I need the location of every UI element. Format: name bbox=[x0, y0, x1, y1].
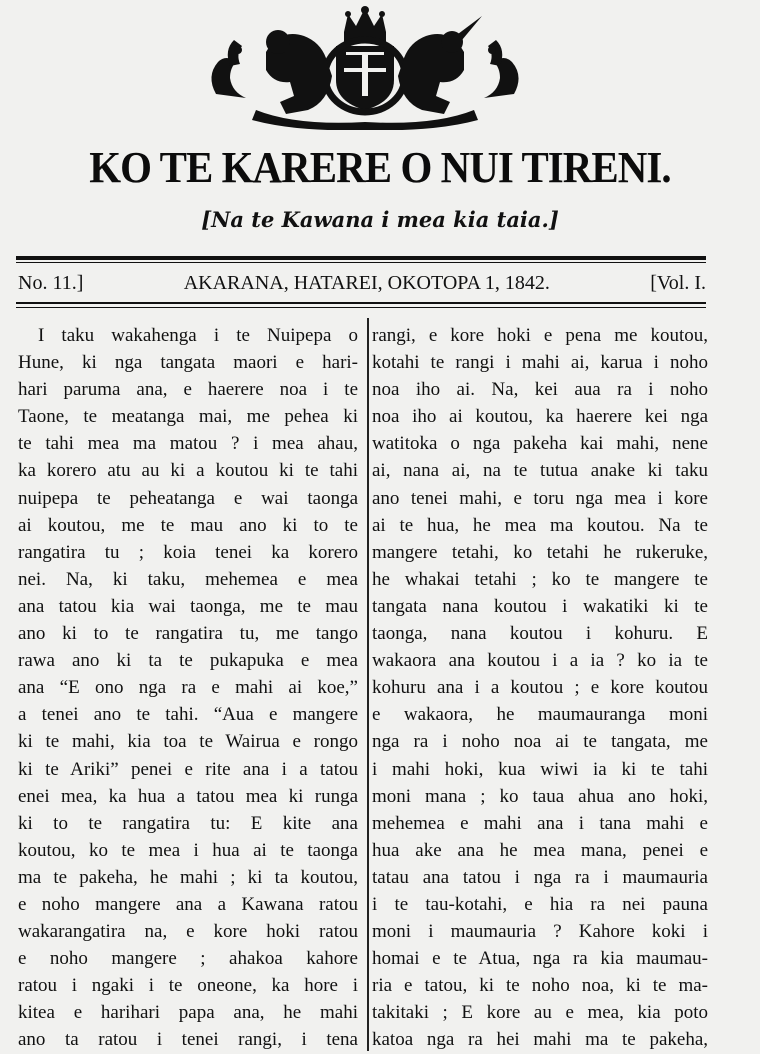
text-line: mangere tetahi, ko tetahi he rukeruke, bbox=[372, 541, 708, 563]
top-rule bbox=[16, 256, 706, 260]
text-line: tangata nana koutou i wakatiki ki te bbox=[372, 595, 708, 617]
newspaper-title: KO TE KARERE O NUI TIRENI. bbox=[89, 143, 671, 192]
text-line: ana “E ono nga ra e mahi ai koe,” bbox=[18, 677, 358, 699]
text-line: kohuru ana i a koutou ; e kore koutou bbox=[372, 677, 708, 699]
text-line: watitoka o nga pakeha kai mahi, nene bbox=[372, 433, 708, 455]
column-divider bbox=[367, 318, 369, 1051]
text-line: hua ake ana he mea mana, penei e bbox=[372, 839, 708, 861]
royal-coat-of-arms-icon bbox=[196, 6, 534, 130]
text-line: noa iho ai koutou, ka haerere kei nga bbox=[372, 406, 708, 428]
text-line: mehemea e mahi ana i tana mahi e bbox=[372, 812, 708, 834]
text-line: enei mea, ka hua a tatou mea ki runga bbox=[18, 785, 358, 807]
text-line: ki te Ariki” penei e rite ana i a tatou bbox=[18, 758, 358, 780]
text-line: rangatira tu ; koia tenei ka korero bbox=[18, 541, 358, 563]
text-line: kitea e harihari papa ana, he mahi bbox=[18, 1002, 358, 1024]
text-line: nei. Na, ki taku, mehemea e mea bbox=[18, 568, 358, 590]
text-line: moni mana ; ko taua ahua ano hoki, bbox=[372, 785, 708, 807]
text-line: ai te hua, he mea ma koutou. Na te bbox=[372, 514, 708, 536]
issue-date: AKARANA, HATAREI, OKOTOPA 1, 1842. bbox=[183, 272, 550, 294]
text-line: ano ki to te rangatira tu, me tango bbox=[18, 623, 358, 645]
text-line: katoa nga ra hei mahi ma te pakeha, bbox=[372, 1029, 708, 1051]
text-line: he whakai tetahi ; ko te mangere te bbox=[372, 568, 708, 590]
text-line: e noho mangere ; ahakoa kahore bbox=[18, 948, 358, 970]
text-line: rangi, e kore hoki e pena me koutou, bbox=[372, 325, 708, 346]
text-line: ria e tatou, ki te noho noa, ki te ma- bbox=[372, 975, 708, 997]
text-line: nga ra i noho noa ai te tangata, me bbox=[372, 731, 708, 753]
text-line: ano tenei mahi, e toru nga mea i kore bbox=[372, 487, 708, 509]
text-line: ano ta ratou i tenei rangi, i tena bbox=[18, 1029, 358, 1051]
text-line: tatau ana tatou i nga ra i maumauria bbox=[372, 866, 708, 888]
text-line: te tahi mea ma matou ? i mea ahau, bbox=[18, 433, 358, 455]
text-line: kotahi te rangi i mahi ai, karua i noho bbox=[372, 352, 708, 374]
issue-number: No. 11.] bbox=[18, 272, 84, 294]
issue-volume: [Vol. I. bbox=[650, 272, 706, 294]
issue-bar bbox=[18, 272, 706, 295]
text-line: hari paruma ana, e haerere noa i te bbox=[18, 379, 358, 401]
text-line: koutou, ko te mea i hua ai te taonga bbox=[18, 839, 358, 861]
text-line: e noho mangere ana a Kawana ratou bbox=[18, 893, 358, 915]
text-line: i mahi hoki, kua wiwi ia ki te tahi bbox=[372, 758, 708, 780]
text-line: ka korero atu au ki a koutou ki te tahi bbox=[18, 460, 358, 482]
top-rule-thin bbox=[16, 262, 706, 263]
text-line: wakarangatira na, e kore hoki ratou bbox=[18, 921, 358, 943]
text-line: ma te pakeha, he mahi ; ki ta koutou, bbox=[18, 866, 358, 888]
text-line: ai, nana ai, na te tutua anake ki taku bbox=[372, 460, 708, 482]
text-line: homai e te Atua, nga ra kia maumau- bbox=[372, 948, 708, 970]
bottom-rule-thin bbox=[16, 307, 706, 308]
text-line: taonga, nana koutou i kohuru. E bbox=[372, 623, 708, 645]
text-line: Taone, te meatanga mai, me pehea ki bbox=[18, 406, 358, 428]
text-line: noa iho ai. Na, kei aua ra i noho bbox=[372, 379, 708, 401]
text-line: i te tau-kotahi, e hia ra nei pauna bbox=[372, 893, 708, 915]
newspaper-subtitle: [Na te Kawana i mea kia taia.] bbox=[201, 207, 559, 232]
text-line: I taku wakahenga i te Nuipepa o bbox=[38, 325, 358, 346]
article-column-right bbox=[372, 322, 708, 1054]
text-line: ki te mahi, kia toa te Wairua e rongo bbox=[18, 731, 358, 753]
text-line: ai koutou, me te mau ano ki to te bbox=[18, 514, 358, 536]
text-line: wakaora ana koutou i a ia ? ko ia te bbox=[372, 650, 708, 672]
article-column-left bbox=[18, 322, 358, 1054]
text-line: ratou i ngaki i te oneone, ka hore i bbox=[18, 975, 358, 997]
text-line: a tenei ano te tahi. “Aua e mangere bbox=[18, 704, 358, 726]
text-line: rawa ano ki ta te pukapuka e mea bbox=[18, 650, 358, 672]
text-line: e wakaora, he maumauranga moni bbox=[372, 704, 708, 726]
text-line: ana tatou kia wai taonga, me te mau bbox=[18, 595, 358, 617]
text-line: takitaki ; E kore au e mea, kia poto bbox=[372, 1002, 708, 1024]
text-line: moni i maumauria ? Kahore koki i bbox=[372, 921, 708, 943]
text-line: Hune, ki nga tangata maori e hari- bbox=[18, 352, 358, 374]
text-line: nuipepa te peheatanga e wai taonga bbox=[18, 487, 358, 509]
bottom-rule bbox=[16, 302, 706, 304]
text-line: ki to te rangatira tu: E kite ana bbox=[18, 812, 358, 834]
